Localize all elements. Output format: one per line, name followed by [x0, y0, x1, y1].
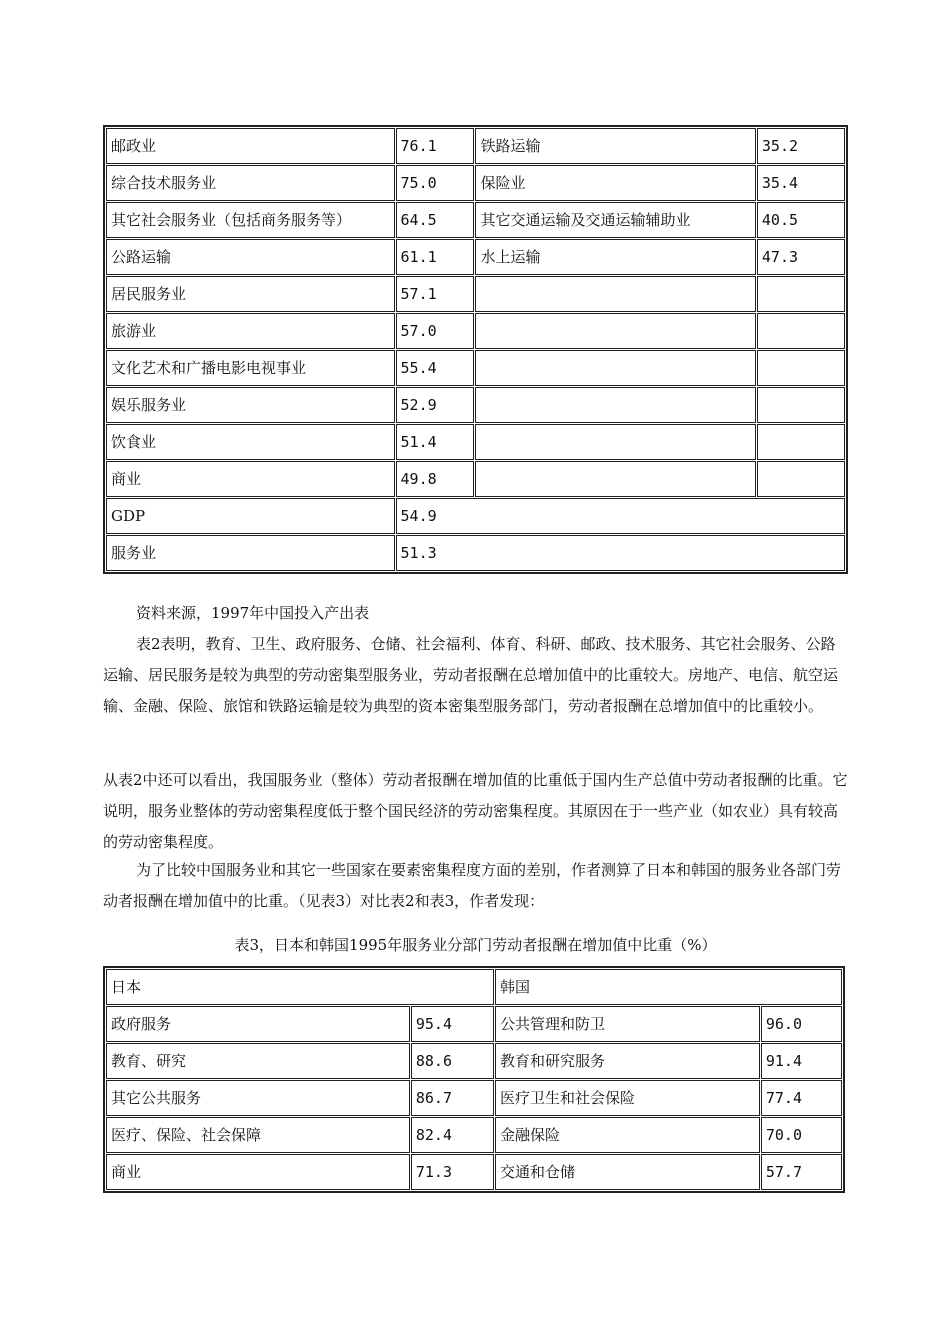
empty-cell — [757, 313, 845, 349]
kr-sector-name: 交通和仓储 — [495, 1154, 760, 1190]
sector-value: 57.0 — [396, 313, 475, 349]
kr-sector-value: 77.4 — [761, 1080, 842, 1116]
table-row — [106, 239, 845, 275]
sector-name: 居民服务业 — [106, 276, 395, 312]
jp-sector-value: 86.7 — [411, 1080, 494, 1116]
sector-name: 娱乐服务业 — [106, 387, 395, 423]
paragraph-2: 从表2中还可以看出，我国服务业（整体）劳动者报酬在增加值的比重低于国内生产总值中劳动者报酬的比重。它说明，服务业整体的劳动密集程度低于整个国民经济的劳动密集程度。其原因在于一些产业（如农业）具有较高的劳动密集程度。 — [103, 771, 848, 851]
table-row-summary — [106, 498, 845, 534]
empty-cell — [475, 276, 755, 312]
empty-cell — [757, 387, 845, 423]
sector-value: 47.3 — [757, 239, 845, 275]
summary-name: GDP — [106, 498, 395, 534]
paragraph-1: 表2表明，教育、卫生、政府服务、仓储、社会福利、体育、科研、邮政、技术服务、其它社会服务、公路运输、居民服务是较为典型的劳动密集型服务业，劳动者报酬在总增加值中的比重较大。房地产、电信、航空运输、金融、保险、旅馆和铁路运输是较为典型的资本密集型服务部门，劳动者报酬在总增加值中的比重较小。 — [103, 635, 839, 715]
jp-sector-name: 政府服务 — [106, 1006, 410, 1042]
sector-name: 其它社会服务业（包括商务服务等） — [106, 202, 395, 238]
table-header-row — [106, 969, 842, 1005]
kr-sector-name: 医疗卫生和社会保险 — [495, 1080, 760, 1116]
sector-value: 61.1 — [396, 239, 475, 275]
empty-cell — [757, 276, 845, 312]
summary-value: 51.3 — [396, 535, 845, 571]
kr-sector-name: 公共管理和防卫 — [495, 1006, 760, 1042]
sector-name: 文化艺术和广播电影电视事业 — [106, 350, 395, 386]
table-row — [106, 387, 845, 423]
paragraph-3: 为了比较中国服务业和其它一些国家在要素密集程度方面的差别，作者测算了日本和韩国的服务业各部门劳动者报酬在增加值中的比重。（见表3）对比表2和表3，作者发现： — [103, 861, 842, 910]
empty-cell — [475, 387, 755, 423]
sector-value: 35.2 — [757, 128, 845, 164]
table-row — [106, 313, 845, 349]
jp-sector-value: 95.4 — [411, 1006, 494, 1042]
jp-sector-name: 商业 — [106, 1154, 410, 1190]
table-row — [106, 276, 845, 312]
kr-sector-name: 教育和研究服务 — [495, 1043, 760, 1079]
summary-value: 54.9 — [396, 498, 845, 534]
sector-value: 40.5 — [757, 202, 845, 238]
sector-name: 旅游业 — [106, 313, 395, 349]
jp-sector-value: 82.4 — [411, 1117, 494, 1153]
sector-value: 55.4 — [396, 350, 475, 386]
table-row — [106, 350, 845, 386]
table-row — [106, 1006, 842, 1042]
sector-value: 35.4 — [757, 165, 845, 201]
source-note: 资料来源，1997年中国投入产出表 — [136, 604, 370, 622]
table-row — [106, 1043, 842, 1079]
sector-name: 公路运输 — [106, 239, 395, 275]
table-3-caption: 表3，日本和韩国1995年服务业分部门劳动者报酬在增加值中比重（%） — [234, 936, 717, 954]
kr-sector-value: 57.7 — [761, 1154, 842, 1190]
kr-sector-value: 96.0 — [761, 1006, 842, 1042]
sector-value: 64.5 — [396, 202, 475, 238]
jp-sector-value: 71.3 — [411, 1154, 494, 1190]
table-row-summary — [106, 535, 845, 571]
table-row — [106, 1154, 842, 1190]
empty-cell — [757, 350, 845, 386]
table-row — [106, 202, 845, 238]
kr-sector-name: 金融保险 — [495, 1117, 760, 1153]
table-row — [106, 165, 845, 201]
table-row — [106, 461, 845, 497]
jp-sector-name: 教育、研究 — [106, 1043, 410, 1079]
country-header-japan: 日本 — [106, 969, 494, 1005]
table-2-labor-share — [103, 125, 848, 574]
sector-value: 52.9 — [396, 387, 475, 423]
country-header-korea: 韩国 — [495, 969, 842, 1005]
sector-name: 其它交通运输及交通运输辅助业 — [475, 202, 755, 238]
table-row — [106, 1080, 842, 1116]
summary-name: 服务业 — [106, 535, 395, 571]
empty-cell — [475, 424, 755, 460]
sector-value: 76.1 — [396, 128, 475, 164]
sector-name: 邮政业 — [106, 128, 395, 164]
sector-value: 51.4 — [396, 424, 475, 460]
sector-value: 57.1 — [396, 276, 475, 312]
kr-sector-value: 70.0 — [761, 1117, 842, 1153]
sector-name: 综合技术服务业 — [106, 165, 395, 201]
jp-sector-name: 医疗、保险、社会保障 — [106, 1117, 410, 1153]
empty-cell — [757, 461, 845, 497]
sector-name: 保险业 — [475, 165, 755, 201]
sector-name: 商业 — [106, 461, 395, 497]
empty-cell — [757, 424, 845, 460]
table-row — [106, 1117, 842, 1153]
table-row — [106, 128, 845, 164]
sector-name: 水上运输 — [475, 239, 755, 275]
sector-name: 铁路运输 — [475, 128, 755, 164]
empty-cell — [475, 461, 755, 497]
empty-cell — [475, 350, 755, 386]
kr-sector-value: 91.4 — [761, 1043, 842, 1079]
sector-name: 饮食业 — [106, 424, 395, 460]
jp-sector-value: 88.6 — [411, 1043, 494, 1079]
table-row — [106, 424, 845, 460]
table-3-japan-korea — [103, 966, 845, 1193]
sector-value: 49.8 — [396, 461, 475, 497]
empty-cell — [475, 313, 755, 349]
sector-value: 75.0 — [396, 165, 475, 201]
jp-sector-name: 其它公共服务 — [106, 1080, 410, 1116]
